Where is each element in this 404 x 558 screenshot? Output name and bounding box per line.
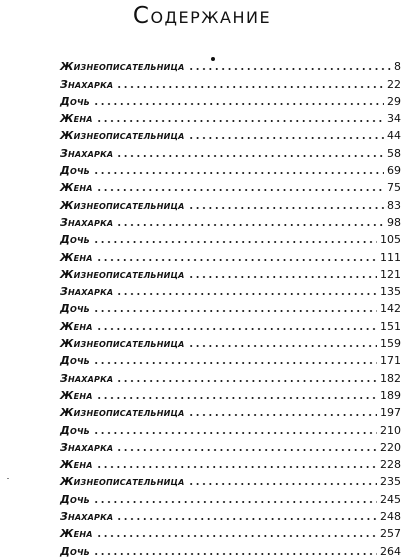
dot-leader — [96, 259, 377, 261]
toc-entry-title: Знахарка — [60, 440, 114, 454]
toc-entry[interactable] — [60, 315, 401, 332]
toc-entry-title: Дочь — [60, 302, 90, 316]
dot-leader — [188, 414, 377, 416]
dot-leader — [93, 310, 377, 312]
toc-entry[interactable] — [60, 540, 401, 557]
toc-entry[interactable] — [60, 419, 401, 436]
dot-leader — [93, 553, 377, 555]
toc-entry[interactable] — [60, 506, 401, 523]
toc-entry-title: Жизнеописательница — [60, 337, 185, 351]
toc-entry-title: Дочь — [60, 233, 90, 247]
toc-entry-title: Знахарка — [60, 146, 114, 160]
toc-entry[interactable] — [60, 56, 401, 73]
toc-entry[interactable] — [60, 264, 401, 281]
toc-entry[interactable] — [60, 281, 401, 298]
dot-leader — [116, 224, 384, 226]
toc-entry-title: Дочь — [60, 544, 90, 558]
dot-leader — [96, 120, 384, 122]
dot-leader — [188, 483, 377, 485]
toc-entry[interactable] — [60, 437, 401, 454]
toc-entry-page-number: 83 — [387, 198, 401, 212]
dot-leader — [96, 535, 377, 537]
toc-entry-title: Дочь — [60, 354, 90, 368]
toc-entry-page-number: 189 — [380, 388, 401, 402]
toc-entry-title: Жена — [60, 112, 93, 126]
toc-entry-title: Знахарка — [60, 215, 114, 229]
toc-entry-title: Жизнеописательница — [60, 406, 185, 420]
toc-entry-page-number: 248 — [380, 510, 401, 524]
dot-leader — [96, 328, 377, 330]
toc-entry[interactable] — [60, 125, 401, 142]
toc-entry-page-number: 182 — [380, 371, 401, 385]
dot-leader — [93, 362, 377, 364]
toc-entry[interactable] — [60, 402, 401, 419]
toc-entry-page-number: 210 — [380, 423, 401, 437]
table-of-contents — [60, 56, 401, 558]
dot-leader — [96, 397, 377, 399]
toc-entry-page-number: 142 — [380, 302, 401, 316]
toc-entry-title: Дочь — [60, 164, 90, 178]
toc-entry-title: Дочь — [60, 94, 90, 108]
toc-entry-page-number: 159 — [380, 337, 401, 351]
toc-entry-page-number: 69 — [387, 164, 401, 178]
toc-entry-title: Жизнеописательница — [60, 129, 185, 143]
dot-leader — [116, 380, 377, 382]
dot-leader — [116, 86, 384, 88]
toc-entry-page-number: 171 — [380, 354, 401, 368]
toc-entry-title: Жизнеописательница — [60, 475, 185, 489]
toc-entry-page-number: 220 — [380, 440, 401, 454]
toc-entry-page-number: 245 — [380, 492, 401, 506]
toc-entry[interactable] — [60, 454, 401, 471]
toc-entry-page-number: 105 — [380, 233, 401, 247]
dot-leader — [96, 189, 384, 191]
toc-entry-title: Жизнеописательница — [60, 198, 185, 212]
dot-leader — [93, 501, 377, 503]
toc-entry-title: Жизнеописательница — [60, 60, 185, 74]
dot-leader — [116, 449, 377, 451]
toc-entry-page-number: 197 — [380, 406, 401, 420]
toc-entry[interactable] — [60, 246, 401, 263]
margin-mark — [7, 478, 9, 479]
toc-entry-title: Знахарка — [60, 510, 114, 524]
toc-entry-title: Жена — [60, 181, 93, 195]
toc-entry[interactable] — [60, 367, 401, 384]
toc-entry[interactable] — [60, 194, 401, 211]
toc-entry-title: Жена — [60, 319, 93, 333]
toc-entry[interactable] — [60, 385, 401, 402]
toc-entry-title: Жизнеописательница — [60, 267, 185, 281]
dot-leader — [188, 137, 384, 139]
toc-entry-title: Жена — [60, 250, 93, 264]
toc-entry-page-number: 257 — [380, 527, 401, 541]
toc-entry-page-number: 75 — [387, 181, 401, 195]
page-title: Содержание — [132, 3, 272, 29]
dot-leader — [188, 345, 377, 347]
toc-entry-page-number: 8 — [394, 60, 401, 74]
toc-entry[interactable] — [60, 471, 401, 488]
toc-entry[interactable] — [60, 333, 401, 350]
dot-leader — [116, 155, 384, 157]
toc-entry[interactable] — [60, 488, 401, 505]
dot-leader — [188, 276, 377, 278]
toc-entry[interactable] — [60, 229, 401, 246]
toc-entry-page-number: 34 — [387, 112, 401, 126]
toc-entry-title: Жена — [60, 458, 93, 472]
toc-entry-title: Знахарка — [60, 285, 114, 299]
toc-entry[interactable] — [60, 73, 401, 90]
toc-entry-page-number: 111 — [380, 250, 401, 264]
dot-leader — [93, 172, 384, 174]
dot-leader — [116, 518, 377, 520]
toc-entry[interactable] — [60, 142, 401, 159]
dot-leader — [93, 103, 384, 105]
toc-entry-title: Знахарка — [60, 77, 114, 91]
toc-entry[interactable] — [60, 108, 401, 125]
toc-entry-title: Дочь — [60, 423, 90, 437]
toc-entry-page-number: 135 — [380, 285, 401, 299]
toc-entry-page-number: 58 — [387, 146, 401, 160]
toc-entry[interactable] — [60, 212, 401, 229]
dot-leader — [188, 207, 384, 209]
toc-entry[interactable] — [60, 177, 401, 194]
dot-leader — [96, 466, 377, 468]
toc-entry-title: Жена — [60, 527, 93, 541]
toc-entry[interactable] — [60, 523, 401, 540]
toc-entry-page-number: 228 — [380, 458, 401, 472]
toc-entry-page-number: 98 — [387, 215, 401, 229]
dot-leader — [93, 432, 377, 434]
toc-entry-page-number: 121 — [380, 267, 401, 281]
toc-entry[interactable] — [60, 160, 401, 177]
toc-entry-page-number: 29 — [387, 94, 401, 108]
dot-leader — [93, 241, 377, 243]
toc-entry-title: Знахарка — [60, 371, 114, 385]
toc-entry-page-number: 44 — [387, 129, 401, 143]
toc-entry[interactable] — [60, 91, 401, 108]
toc-entry-page-number: 264 — [380, 544, 401, 558]
dot-leader — [188, 68, 391, 70]
toc-entry[interactable] — [60, 350, 401, 367]
dot-leader — [116, 293, 377, 295]
toc-entry-page-number: 151 — [380, 319, 401, 333]
toc-entry-page-number: 235 — [380, 475, 401, 489]
toc-entry[interactable] — [60, 298, 401, 315]
toc-entry-title: Жена — [60, 388, 93, 402]
toc-entry-title: Дочь — [60, 492, 90, 506]
toc-entry-page-number: 22 — [387, 77, 401, 91]
